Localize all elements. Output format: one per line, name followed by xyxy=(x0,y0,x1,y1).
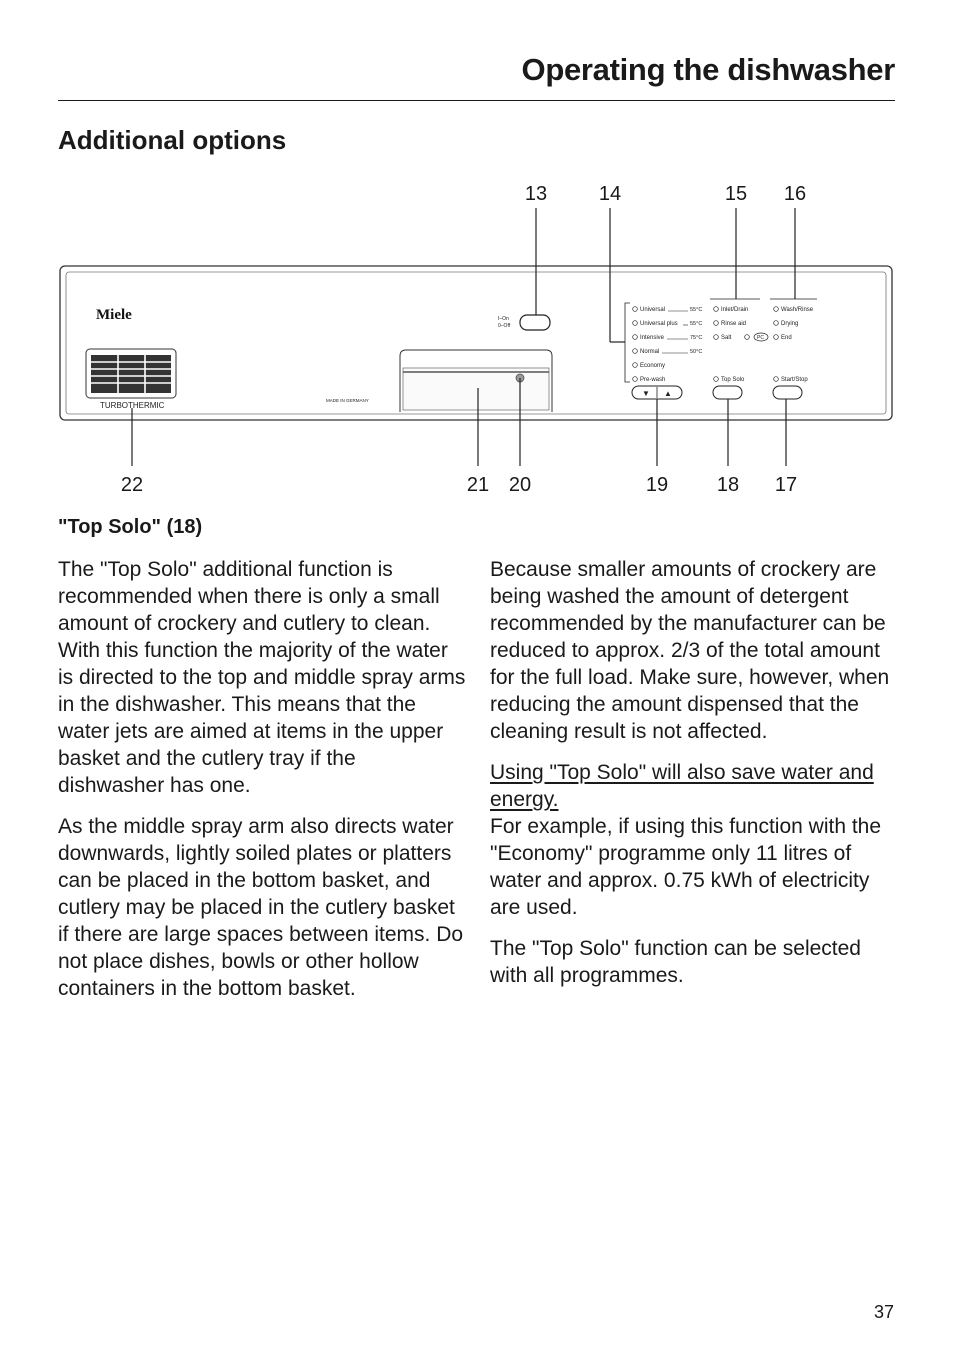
indicator-wash-rinse: Wash/Rinse xyxy=(781,307,814,313)
made-in-label: MADE IN GERMANY xyxy=(326,398,369,403)
save-water-underlined: Using "Top Solo" will also save water and energy. xyxy=(490,761,874,811)
indicator-end: End xyxy=(781,335,792,341)
page-title: Operating the dishwasher xyxy=(521,52,895,87)
left-column xyxy=(58,556,466,1016)
top-solo-heading: "Top Solo" (18) xyxy=(58,516,203,538)
arrow-up-icon: ▲ xyxy=(664,389,672,398)
title-rule xyxy=(58,100,895,101)
brand-logo: Miele xyxy=(96,307,132,323)
programme-intensive: Intensive xyxy=(640,335,665,341)
programme-intensive-temp: 75°C xyxy=(690,335,703,341)
callout-15: 15 xyxy=(724,183,748,205)
top-solo-button xyxy=(713,386,742,399)
page-number: 37 xyxy=(873,1302,894,1322)
programme-universal-plus-temp: 55°C xyxy=(690,321,703,327)
paragraph-top-solo-intro: The "Top Solo" additional function is recommended when there is only a small amount of crockery and cutlery to clean. With this function the majority of the water is directed to the top and middle spray arms in the dishwasher. This means that the water jets are aimed at items in the upper basket and the cutlery tray if the dishwasher has one. xyxy=(58,558,466,797)
indicator-inlet-drain: Inlet/Drain xyxy=(721,307,749,313)
paragraph-detergent: Because smaller amounts of crockery are being washed the amount of detergent recommended by the manufacturer can be reduced to approx. 2/3 of the total amount for the full load. Make sure, however, when reducing the amount dispensed that the cleaning result is not affected. xyxy=(490,558,890,743)
callout-22: 22 xyxy=(120,474,144,496)
power-button xyxy=(520,315,550,330)
programme-prewash: Pre-wash xyxy=(640,377,666,383)
indicator-rinse-aid: Rinse aid xyxy=(721,321,747,327)
paragraph-spray-arm: As the middle spray arm also directs water downwards, lightly soiled plates or platters can be placed in the bottom basket, and cutlery may be placed in the cutlery basket if there are large spaces between items. Do not place dishes, bowls or other hollow containers in the bottom basket. xyxy=(58,815,464,1000)
turbothermic-grille xyxy=(86,349,176,398)
control-panel-diagram xyxy=(0,170,954,510)
callout-17: 17 xyxy=(774,474,798,496)
paragraph-save-water-heading xyxy=(490,759,898,813)
handle-recess xyxy=(403,368,549,410)
programme-economy: Economy xyxy=(640,363,666,369)
arrow-down-icon: ▼ xyxy=(642,389,650,398)
paragraph-all-programmes: The "Top Solo" function can be selected with all programmes. xyxy=(490,937,861,987)
callout-20: 20 xyxy=(508,474,532,496)
programme-normal-temp: 50°C xyxy=(690,349,703,355)
programme-universal-temp: 55°C xyxy=(690,307,703,313)
off-label: 0–Off xyxy=(498,323,511,329)
on-label: I–On xyxy=(498,316,509,322)
start-stop-button xyxy=(773,386,802,399)
programme-universal: Universal xyxy=(640,307,666,313)
callout-14: 14 xyxy=(598,183,622,205)
callout-19: 19 xyxy=(645,474,669,496)
programme-universal-plus: Universal plus xyxy=(640,321,678,327)
callout-21: 21 xyxy=(466,474,490,496)
callout-16: 16 xyxy=(783,183,807,205)
pc-badge-label: PC xyxy=(757,335,764,341)
indicator-drying: Drying xyxy=(781,321,799,327)
start-stop-label: Start/Stop xyxy=(781,377,808,383)
section-heading: Additional options xyxy=(58,125,287,155)
callout-13: 13 xyxy=(524,183,548,205)
programme-normal: Normal xyxy=(640,349,660,355)
top-solo-label: Top Solo xyxy=(721,377,745,383)
paragraph-economy-example: For example, if using this function with the "Economy" programme only 11 litres of water and approx. 0.75 kWh of electricity are used. xyxy=(490,815,882,919)
right-column xyxy=(490,556,898,1003)
turbothermic-label: TURBOTHERMIC xyxy=(100,401,165,410)
callout-18: 18 xyxy=(716,474,740,496)
indicator-salt: Salt xyxy=(721,335,732,341)
